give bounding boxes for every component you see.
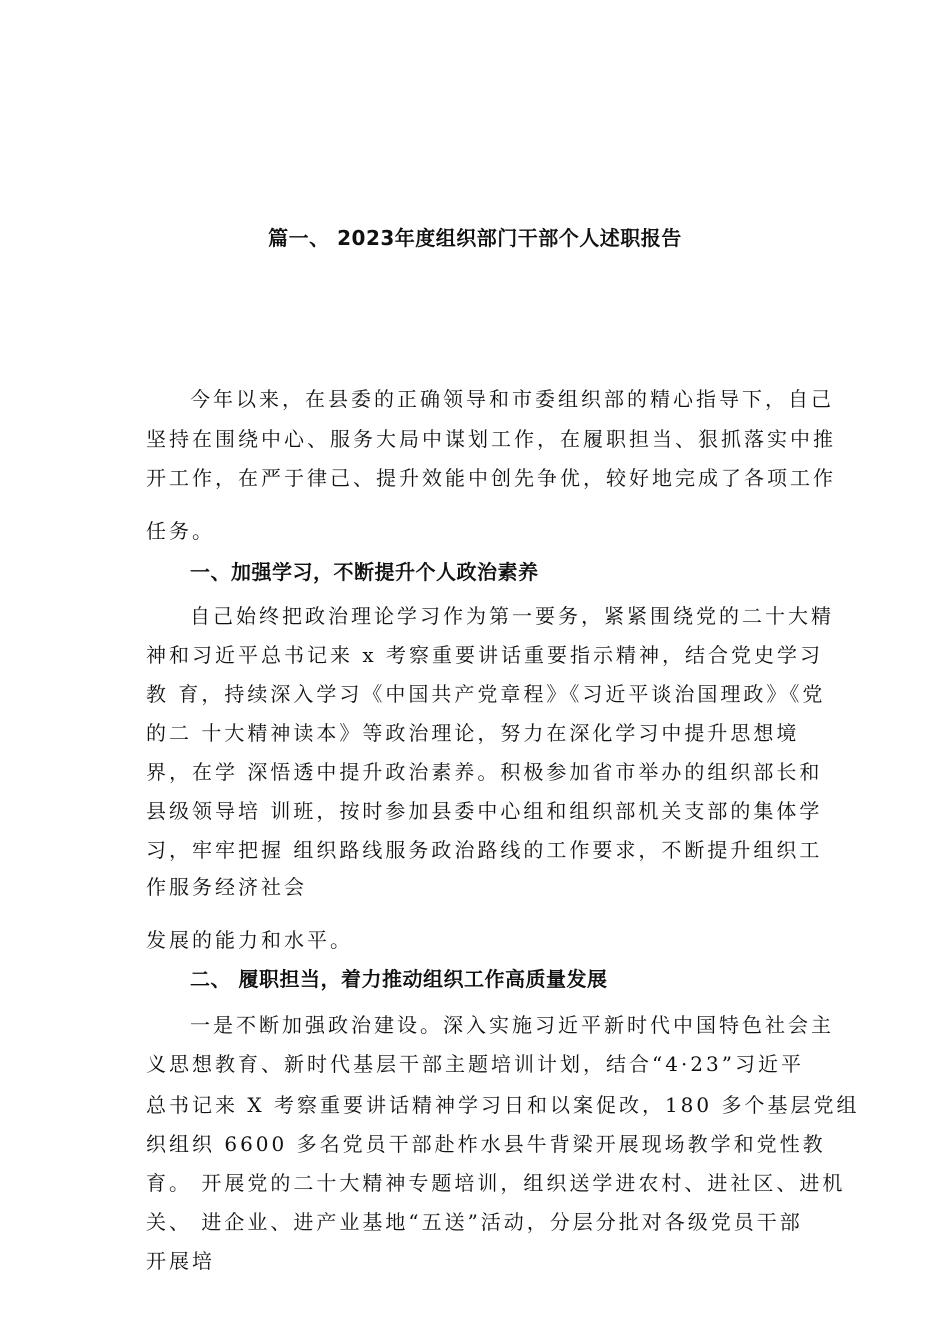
intro-line: 坚持在围绕中心、服务大局中谋划工作，在履职担当、狠抓落实中推 — [146, 427, 836, 451]
section-1-line: 县级领导培 训班，按时参加县委中心组和组织部机关支部的集体学 — [146, 799, 823, 823]
section-1-line: 界，在学 深悟透中提升政治素养。积极参加省市举办的组织部长和 — [146, 760, 823, 784]
intro-line: 今年以来，在县委的正确领导和市委组织部的精心指导下，自己 — [190, 387, 834, 411]
section-1-line: 教 育，持续深入学习《中国共产党章程》《习近平谈治国理政》《党 — [146, 682, 826, 706]
section-1-line: 的二 十大精神读本》等政治理论，努力在深化学习中提升思想境 — [146, 721, 800, 745]
section-2-heading: 二、 履职担当，着力推动组织工作高质量发展 — [190, 967, 608, 991]
section-2-line: 一是不断加强政治建设。深入实施习近平新时代中国特色社会主 — [190, 1013, 834, 1037]
section-1-line: 作服务经济社会 — [146, 875, 307, 899]
section-1-line: 习，牢牢把握 组织路线服务政治路线的工作要求，不断提升组织工 — [146, 838, 823, 862]
section-1-heading: 一、加强学习，不断提升个人政治素养 — [190, 560, 539, 584]
section-2-line: 育。 开展党的二十大精神专题培训，组织送学进农村、进社区、进机 — [146, 1171, 846, 1195]
section-2-line: 总书记来 X 考察重要讲话精神学习日和以案促改，180 多个基层党组 — [146, 1093, 860, 1117]
intro-line: 开工作，在严于律己、提升效能中创先争优，较好地完成了各项工作 — [146, 466, 836, 490]
section-1-line: 发展的能力和水平。 — [146, 928, 353, 952]
section-2-line: 义思想教育、新时代基层干部主题培训计划，结合“4·23”习近平 — [146, 1052, 804, 1076]
section-2-line: 关、 进企业、进产业基地“五送”活动，分层分批对各级党员干部 — [146, 1210, 803, 1234]
section-1-line: 自己始终把政治理论学习作为第一要务，紧紧围绕党的二十大精 — [190, 604, 834, 628]
intro-line: 任务。 — [146, 519, 215, 543]
section-2-line: 开展培 — [146, 1249, 215, 1273]
document-title: 篇一、 2023年度组织部门干部个人述职报告 — [268, 226, 682, 250]
section-1-line: 神和习近平总书记来 x 考察重要讲话重要指示精神，结合党史学习 — [146, 643, 823, 667]
section-2-line: 织组织 6600 多名党员干部赴柞水县牛背梁开展现场教学和党性教 — [146, 1132, 826, 1156]
